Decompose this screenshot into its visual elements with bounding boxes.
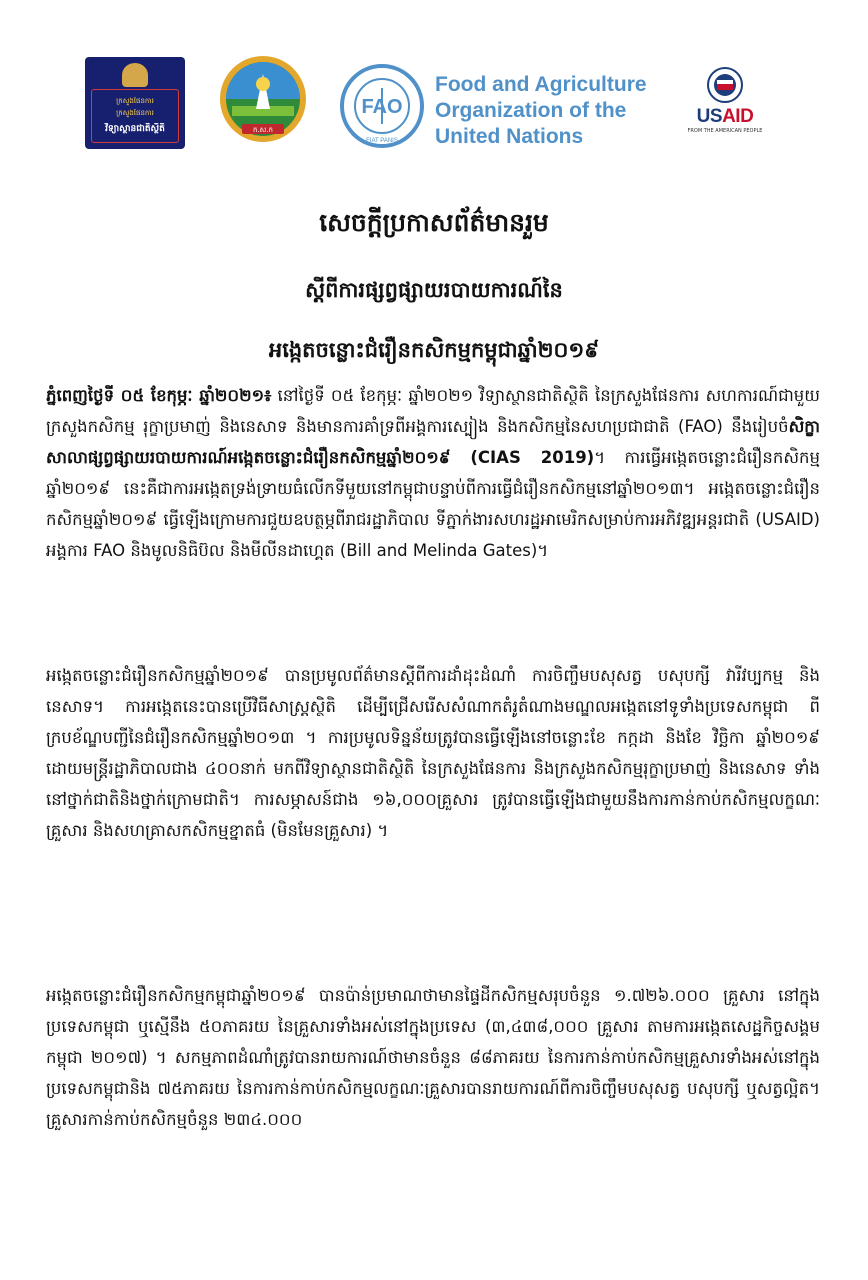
logo-bar	[0, 52, 868, 157]
svg-text:FAO: FAO	[361, 96, 403, 118]
nis-logo-line1: ក្រសួងផែនការ	[116, 97, 154, 105]
survey-title: អង្កេតចន្លោះជំរឿនកសិកម្មកម្ពុជាឆ្នាំ២០១៩	[268, 338, 600, 362]
usaid-word-us: US	[696, 106, 723, 127]
paragraph-2: អង្កេតចន្លោះជំរឿនកសិកម្មឆ្នាំ២០១៩ បានប្រមូលព័ត៌មានស្តីពីការដាំដុះដំណាំ ការចិញ្ចឹមបសុសត្វ បសុបក្សី វារីវប្បកម្ម និងនេសាទ។ ការអង្កេតនេះបានប្រើវិធីសាស្រ្តស្ថិតិ ដើម្បីជ្រើសរើសសំណាកតំរូតំណាងមណ្ឌលអង្កេតនៅទូទាំងប្រទេសកម្ពុជា ពីក្របខ័ណ្ឌបញ្ជីនៃជំរឿនកសិកម្មឆ្នាំ២០១៣ ។ ការប្រមូលទិន្នន័យត្រូវបានធ្វើឡើងនៅចន្លោះខែ កក្កដា និងខែ វិច្ឆិកា ឆ្នាំ២០១៩ ដោយមន្រ្តីរដ្ឋាភិបាលជាង ៤០០នាក់ មកពីវិទ្យាស្ថានជាតិស្ថិតិ នៃក្រសួងផែនការ និងក្រសួងកសិកម្មរុក្ខាប្រមាញ់ និងនេសាទ ទាំងនៅថ្នាក់ជាតិនិងថ្នាក់ក្រោមជាតិ។ ការសម្ភាសន៍ជាង ១៦,០០០គ្រួសារ ត្រូវបានធ្វើឡើងជាមួយនឹងការកាន់កាប់កសិកម្មលក្ខណៈគ្រួសារ និងសហគ្រាសកសិកម្មខ្នាតធំ (មិនមែនគ្រួសារ) ។	[46, 666, 820, 840]
paragraph-1-part-b: ។ ការធ្វើអង្កេតចន្លោះជំរឿនកសិកម្មឆ្នាំ២០១៩ នេះគឺជាការអង្កេតទ្រង់ទ្រាយធំលើកទីមួយនៅកម្ពុជាបន្ទាប់ពីការធ្វើជំរឿនកសិកម្មនៅឆ្នាំ២០១៣។ អង្កេតចន្លោះជំរឿនកសិកម្មឆ្នាំ២០១៩ ធ្វើឡើងក្រោមការជួយឧបត្ថម្ភពីរាជរដ្ឋាភិបាល ទីភ្នាក់ងារសហរដ្ឋអាមេរិកសម្រាប់ការអភិវឌ្ឍអន្តរជាតិ (USAID) អង្គការ FAO និងមូលនិធិប៊ល និងមីលីនដាហ្គេត (Bill and Melinda Gates)។	[46, 448, 821, 560]
ministry-agriculture-logo	[218, 54, 308, 144]
usaid-tagline: FROM THE AMERICAN PEOPLE	[687, 128, 763, 134]
paragraph-3: អង្កេតចន្លោះជំរឿនកសិកម្មកម្ពុជាឆ្នាំ២០១៩ បានប៉ាន់ប្រមាណថាមានផ្ទៃដីកសិកម្មសរុបចំនួន ១.៧២៦.០០០ គ្រួសារ នៅក្នុងប្រទេសកម្ពុជា ឬស្មើនឹង ៥០ភាគរយ នៃគ្រួសារទាំងអស់នៅក្នុងប្រទេស (៣,៤៣៨,០០០ គ្រួសារ តាមការអង្កេតសេដ្ឋកិច្ចសង្គមកម្ពុជា ២០១៧) ។ សកម្មភាពដំណាំត្រូវបានរាយការណ៍ថាមានចំនួន ៨៨ភាគរយ នៃការកាន់កាប់កសិកម្មគ្រួសារទាំងអស់នៅក្នុងប្រទេសកម្ពុជានិង ៧៥ភាគរយ នៃការកាន់កាប់កសិកម្មលក្ខណៈគ្រួសារបានរាយការណ៍ពីការចិញ្ចឹមបសុសត្វ បសុបក្សី ឬសត្វល្អិត។ គ្រួសារកាន់កាប់កសិកម្មចំនួន ២៣៤.០០០	[46, 986, 820, 1129]
usaid-logo	[683, 66, 767, 146]
fao-ring-text: FIAT PANIS	[366, 138, 398, 144]
usaid-wordmark	[683, 106, 767, 128]
fao-logo	[340, 64, 424, 148]
moa-banner-text: ក.ស.ក	[252, 126, 274, 134]
paragraph-1-part-a: នៅថ្ងៃទី ០៥ ខែកុម្ភៈ ឆ្នាំ២០២១ វិទ្យាស្ថានជាតិស្ថិតិ នៃក្រសួងផែនការ សហការណ៍ជាមួយក្រសួងកសិកម្ម រុក្ខាប្រមាញ់ និងនេសាទ និងមានការគាំទ្រពីអង្គការស្បៀង និងកសិកម្មនៃសហប្រជាជាតិ (FAO) នឹងរៀបចំ	[46, 386, 820, 436]
nis-logo-line2: ក្រសួងផែនការ	[116, 109, 154, 117]
fao-name-line3: United Nations	[435, 125, 584, 148]
press-release-subtitle: ស្តីពីការផ្សព្វផ្សាយរបាយការណ៍នៃ	[305, 278, 563, 302]
royal-emblem-icon	[122, 63, 148, 87]
fao-name-line2: Organization of the	[435, 99, 627, 122]
paragraph-1	[46, 380, 820, 566]
fao-name-line1: Food and Agriculture	[435, 73, 647, 96]
paragraph-1-bold: សិក្ខាសាលាផ្សព្វផ្សាយរបាយការណ៍អង្កេតចន្លោះជំរឿនកសិកម្មឆ្នាំ២០១៩ (CIAS 2019)	[46, 417, 820, 467]
dateline: ភ្នំពេញថ្ងៃទី ០៥ ខែកុម្ភៈ ឆ្នាំ២០២១៖	[46, 386, 272, 405]
nis-logo-line3: វិទ្យាស្ថានជាតិស្ថិតិ	[105, 124, 165, 134]
nis-logo	[85, 57, 185, 149]
usaid-word-aid: AID	[722, 106, 754, 127]
fao-name	[435, 72, 647, 150]
usaid-seal-icon	[683, 66, 767, 104]
press-release-title: សេចក្តីប្រកាសព័ត៌មានរួម	[319, 208, 549, 237]
